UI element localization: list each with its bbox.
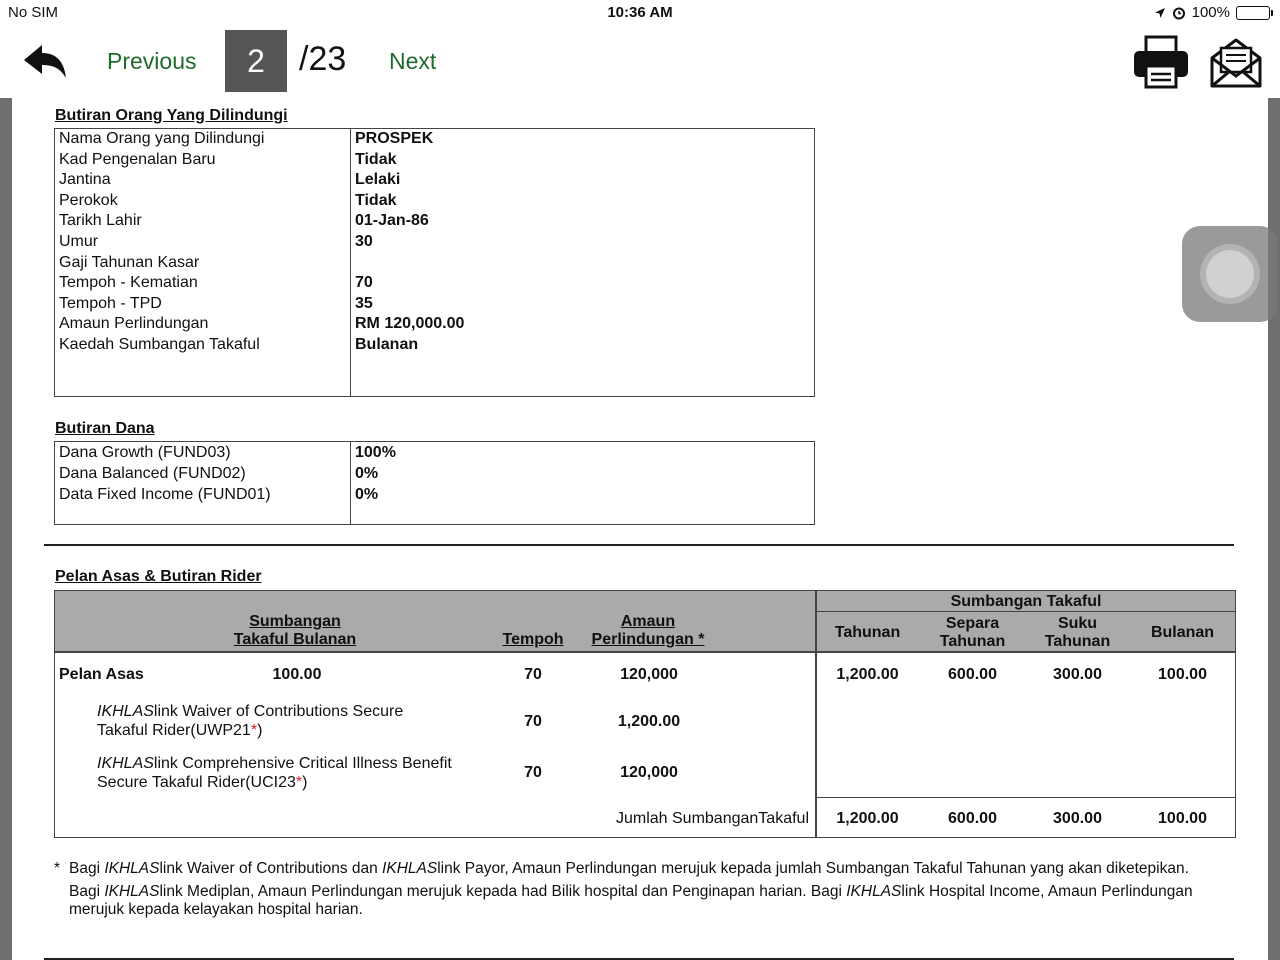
field-value: 01-Jan-86 bbox=[355, 212, 429, 230]
field-value: Tidak bbox=[355, 150, 397, 168]
field-value: Tidak bbox=[355, 191, 397, 209]
footnote-2: Bagi IKHLASlink Mediplan, Amaun Perlindungan merujuk kepada had Bilik hospital dan Penginapan harian. Bagi IKHLASlink Hospital Income, Amaun Perlindungan merujuk kepada kelayakan hospital harian. bbox=[69, 882, 1193, 918]
rider-term: 70 bbox=[524, 764, 542, 781]
field-value: RM 120,000.00 bbox=[355, 315, 465, 333]
rider-description: IKHLASlink Waiver of Contributions Secure Takaful Rider(UWP21*) bbox=[97, 703, 404, 739]
field-label: Dana Balanced (FUND02) bbox=[59, 464, 246, 482]
field-label: Gaji Tahunan Kasar bbox=[59, 253, 200, 271]
field-label: Nama Orang yang Dilindungi bbox=[59, 130, 265, 147]
header-coverage-amount: Amaun Perlindungan * bbox=[591, 613, 705, 648]
basic-annual: 1,200.00 bbox=[836, 666, 899, 683]
field-value: 70 bbox=[355, 274, 373, 292]
field-label: Jantina bbox=[59, 171, 111, 189]
next-button[interactable]: Next bbox=[389, 48, 437, 74]
rider-amount: 1,200.00 bbox=[617, 713, 681, 730]
total-contribution-label: Jumlah SumbanganTakaful bbox=[615, 810, 809, 827]
total-semi-annual: 600.00 bbox=[948, 810, 997, 827]
battery-icon bbox=[1236, 6, 1270, 20]
header-quarterly: Suku Tahunan bbox=[1044, 615, 1111, 650]
footnote-1: Bagi IKHLASlink Waiver of Contributions dan IKHLASlink Payor, Amaun Perlindungan merujuk kepada jumlah Sumbangan Takaful Tahunan yang akan diketepikan. bbox=[69, 860, 1189, 877]
field-value: 100% bbox=[355, 444, 396, 461]
status-right bbox=[1154, 4, 1270, 21]
field-label: Tempoh - TPD bbox=[59, 294, 162, 312]
previous-button[interactable]: Previous bbox=[107, 48, 197, 74]
back-arrow-icon[interactable] bbox=[22, 42, 68, 82]
rider-amount: 120,000 bbox=[620, 764, 678, 781]
field-label: Tempoh - Kematian bbox=[59, 274, 198, 292]
envelope-icon[interactable] bbox=[1208, 34, 1264, 90]
current-page-field[interactable]: 2 bbox=[225, 30, 287, 92]
total-annual: 1,200.00 bbox=[836, 810, 899, 827]
field-value: PROSPEK bbox=[355, 130, 434, 147]
field-label: Kaedah Sumbangan Takaful bbox=[59, 336, 260, 353]
status-bar bbox=[0, 0, 1280, 26]
field-value: 0% bbox=[355, 464, 379, 482]
basic-semi-annual: 600.00 bbox=[948, 666, 997, 683]
field-value: Lelaki bbox=[355, 171, 401, 189]
section-divider bbox=[44, 544, 1234, 546]
alarm-icon bbox=[1172, 6, 1186, 20]
field-value: 35 bbox=[355, 294, 373, 312]
clock: 10:36 AM bbox=[607, 4, 673, 21]
field-value: Bulanan bbox=[355, 336, 419, 353]
total-quarterly: 300.00 bbox=[1053, 810, 1102, 827]
carrier-label: No SIM bbox=[8, 4, 59, 21]
header-annual: Tahunan bbox=[834, 624, 901, 641]
insured-section-title: Butiran Orang Yang Dilindungi bbox=[55, 107, 288, 124]
header-semi-annual: Separa Tahunan bbox=[939, 615, 1006, 650]
field-label: Amaun Perlindungan bbox=[59, 315, 209, 333]
basic-term: 70 bbox=[524, 666, 542, 683]
insured-details-table bbox=[54, 128, 815, 397]
field-label: Tarikh Lahir bbox=[59, 212, 142, 230]
header-term: Tempoh bbox=[502, 631, 564, 648]
header-monthly-contribution: Sumbangan Takaful Bulanan bbox=[233, 613, 357, 648]
rider-term: 70 bbox=[524, 713, 542, 730]
basic-quarterly: 300.00 bbox=[1053, 666, 1102, 683]
printer-icon[interactable] bbox=[1132, 34, 1190, 90]
plan-section-title: Pelan Asas & Butiran Rider bbox=[55, 568, 262, 585]
field-value: 30 bbox=[355, 233, 373, 250]
assistive-touch-icon[interactable] bbox=[1182, 226, 1278, 322]
total-monthly: 100.00 bbox=[1158, 810, 1207, 827]
toolbar bbox=[0, 26, 1280, 98]
basic-plan-label: Pelan Asas bbox=[59, 666, 144, 683]
basic-amount: 120,000 bbox=[620, 666, 678, 683]
basic-monthly-contribution: 100.00 bbox=[272, 666, 322, 683]
basic-monthly: 100.00 bbox=[1158, 666, 1207, 683]
fund-section-title: Butiran Dana bbox=[55, 420, 155, 437]
battery-percent: 100% bbox=[1191, 4, 1230, 21]
fund-details-table bbox=[54, 441, 815, 525]
total-pages: /23 bbox=[299, 40, 347, 78]
header-contribution-group: Sumbangan Takaful bbox=[950, 593, 1102, 610]
field-label: Data Fixed Income (FUND01) bbox=[59, 485, 271, 503]
field-label: Perokok bbox=[59, 191, 118, 209]
header-monthly: Bulanan bbox=[1150, 624, 1215, 641]
rider-description: IKHLASlink Comprehensive Critical Illness Benefit Secure Takaful Rider(UCI23*) bbox=[97, 755, 452, 791]
field-label: Dana Growth (FUND03) bbox=[59, 444, 231, 461]
location-icon bbox=[1154, 7, 1166, 19]
field-value: 0% bbox=[355, 485, 379, 503]
footnotes: * Bagi IKHLASlink Waiver of Contributions dan IKHLASlink Payor, Amaun Perlindungan merujuk kepada jumlah Sumbangan Takaful Tahunan yang akan diketepikan. Bagi IKHLASlink Mediplan, Amaun Perlindungan merujuk kepada had Bilik hospital dan Penginapan harian. Bagi IKHLASlink Hospital Income, Amaun Perlindungan merujuk kepada kelayakan hospital harian. bbox=[54, 860, 1224, 924]
field-label: Umur bbox=[59, 233, 99, 250]
field-label: Kad Pengenalan Baru bbox=[59, 150, 216, 168]
plan-rider-table bbox=[54, 590, 1236, 838]
